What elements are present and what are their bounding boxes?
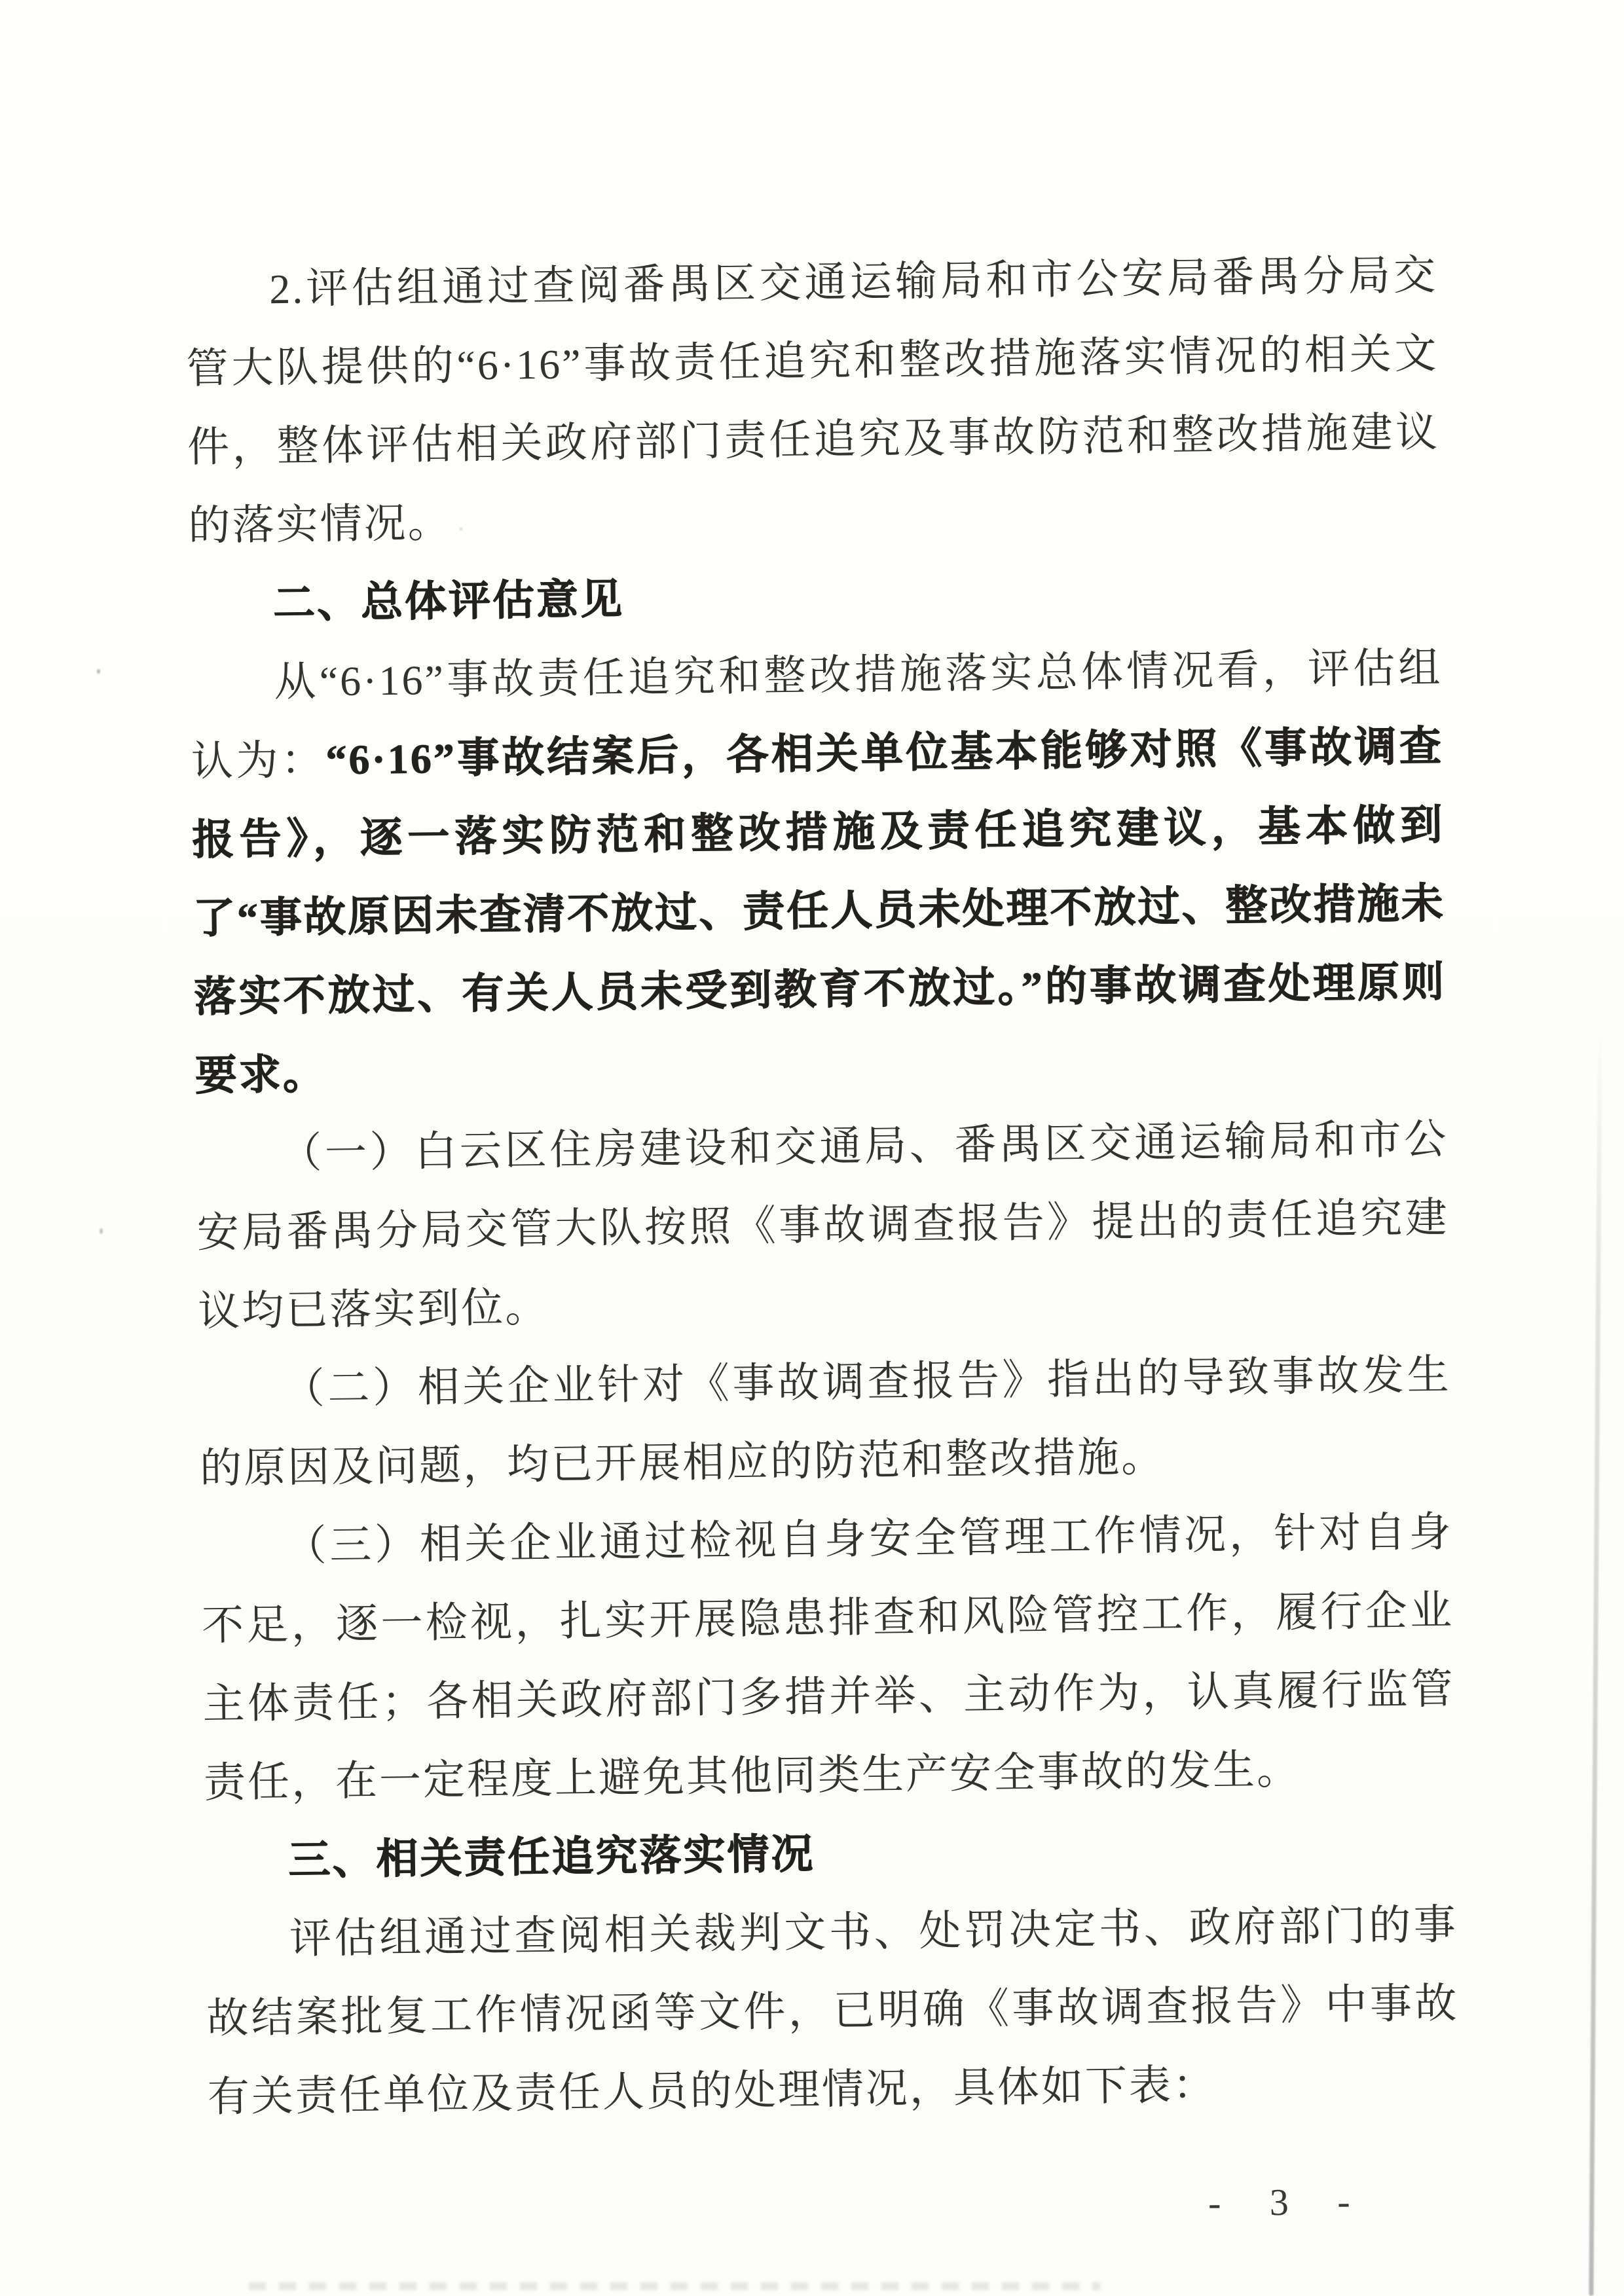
- section-heading: [204, 1807, 1457, 1901]
- text-segment: 从“6·16”事故责任追究和整改措施落实总体情况看，评估组认为：: [191, 644, 1443, 785]
- text-segment: （一）白云区住房建设和交通局、番禺区交通运输局和市公安局番禺分局交管大队按照《事故调查报告》提出的责任追究建议均已落实到位。: [196, 1116, 1450, 1335]
- scan-speck: [460, 528, 462, 530]
- scan-bleedthrough: [249, 2282, 1100, 2290]
- text-segment: （二）相关企业针对《事故调查报告》指出的导致事故发生的原因及问题，均已开展相应的防范和整改措施。: [199, 1351, 1452, 1492]
- bold-text-segment: 三、相关责任追究落实情况: [288, 1831, 815, 1884]
- page-number: - 3 -: [1208, 2179, 1370, 2225]
- text-segment: 评估组通过查阅相关裁判文书、处罚决定书、政府部门的事故结案批复工作情况函等文件，已明确《事故调查报告》中事故有关责任单位及责任人员的处理情况，具体如下表：: [206, 1901, 1459, 2121]
- paragraph: [190, 629, 1448, 1115]
- paragraph: [196, 1100, 1450, 1351]
- paragraph: [205, 1886, 1460, 2136]
- paragraph: [200, 1493, 1456, 1822]
- paragraph: [185, 236, 1441, 565]
- text-segment: 2.评估组通过查阅番禺区交通运输局和市公安局番禺分局交管大队提供的“6·16”事故责任追究和整改措施落实情况的相关文件，整体评估相关政府部门责任追究及事故防范和整改措施建议的落实情况。: [186, 251, 1440, 549]
- paragraph: [198, 1336, 1452, 1508]
- scan-artifact-line: [1589, 1021, 1602, 2296]
- scan-speck: [100, 1228, 103, 1234]
- text-segment: （三）相关企业通过检视自身安全管理工作情况，针对自身不足，逐一检视，扎实开展隐患排查和风险管控工作，履行企业主体责任；各相关政府部门多措并举、主动作为，认真履行监管责任，在一定程度上避免其他同类生产安全事故的发生。: [201, 1508, 1455, 1806]
- bold-text-segment: “6·16”事故结案后，各相关单位基本能够对照《事故调查报告》，逐一落实防范和整改措施及责任追究建议，基本做到了“事故原因未查清不放过、责任人员未处理不放过、整改措施未落实不放过、有关人员未受到教育不放过。”的事故调查处理原则要求。: [192, 723, 1447, 1099]
- scan-speck: [97, 669, 100, 674]
- document-body: [185, 236, 1460, 2136]
- section-heading: [189, 550, 1441, 644]
- bold-text-segment: 二、总体评估意见: [272, 575, 625, 627]
